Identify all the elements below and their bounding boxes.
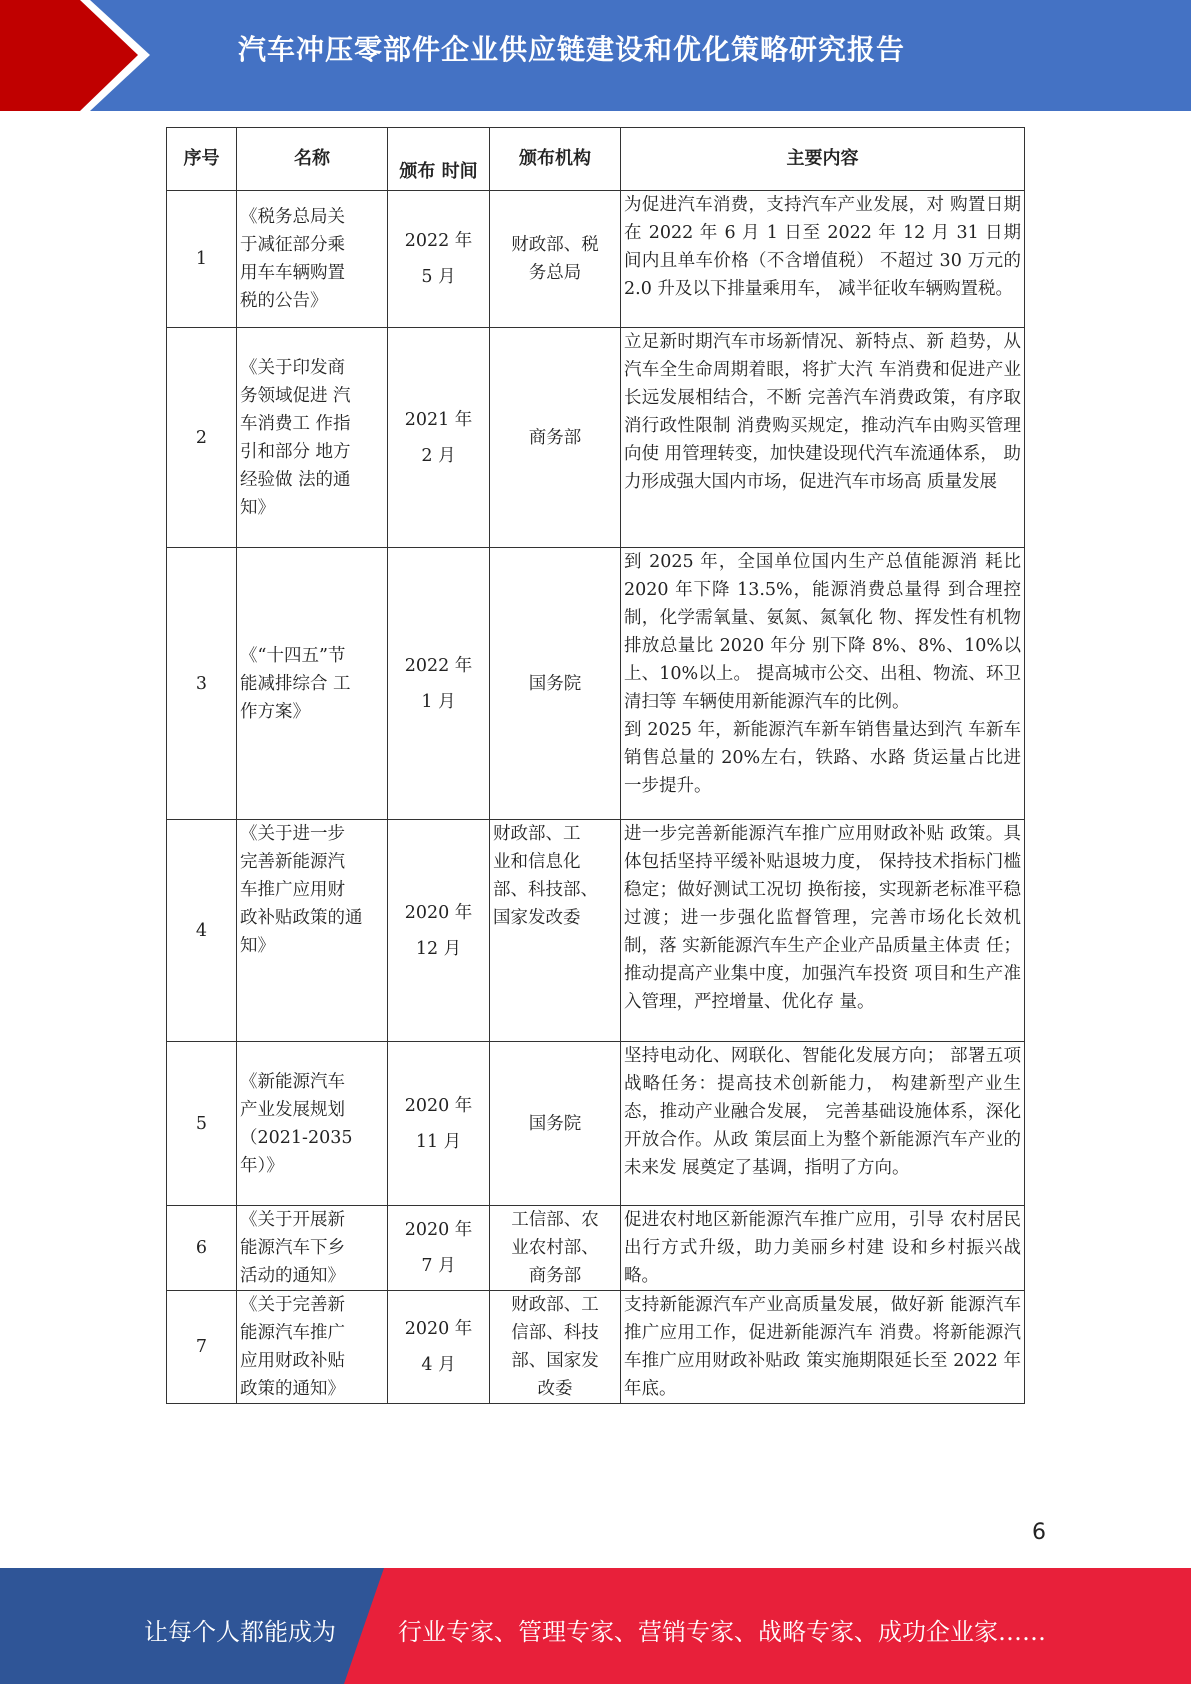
release-time: 2020 年 7 月 <box>404 1220 473 1276</box>
cell-time <box>388 820 490 1042</box>
policy-name: 《关于开展新 能源汽车下乡 活动的通知》 <box>240 1210 345 1286</box>
main-content: 为促进汽车消费，支持汽车产业发展，对 购置日期在 2022 年 6 月 1 日至 2022 年 12 月 31 日期间内且单车价格（不含增值税） 不超过 30 万元的 2.0 升及以下排量乘用车， 减半征收车辆购置税。 <box>624 195 1021 299</box>
release-time: 2020 年 11 月 <box>404 1095 473 1152</box>
release-time: 2020 年 12 月 <box>404 902 473 959</box>
main-content: 坚持电动化、网联化、智能化发展方向； 部署五项战略任务：提高技术创新能力， 构建新型产业生态，推动产业融合发展， 完善基础设施体系，深化开放合作。从政 策层面上为整个新能源汽车产业的未来发 展奠定了基调，指明了方向。 <box>624 1046 1021 1178</box>
release-org: 工信部、农 业农村部、 商务部 <box>511 1210 599 1286</box>
column-header-name: 名称 <box>237 128 388 191</box>
cell-time <box>388 548 490 820</box>
cell-name <box>237 1291 388 1404</box>
cell-org <box>490 1042 621 1206</box>
release-time: 2020 年 4 月 <box>404 1319 473 1375</box>
cell-name <box>237 1206 388 1291</box>
cell-time <box>388 328 490 548</box>
policy-name: 《关于完善新 能源汽车推广 应用财政补贴 政策的通知》 <box>240 1295 345 1399</box>
main-content: 支持新能源汽车产业高质量发展，做好新 能源汽车推广应用工作，促进新能源汽车 消费。将新能源汽车推广应用财政补贴政 策实施期限延长至 2022 年年底。 <box>624 1295 1021 1399</box>
release-time: 2021 年 2 月 <box>404 409 473 466</box>
policy-name: 《关于进一步 完善新能源汽 车推广应用财 政补贴政策的通 知》 <box>240 824 363 956</box>
release-time: 2022 年 1 月 <box>404 655 473 712</box>
cell-org <box>490 820 621 1042</box>
main-content: 到 2025 年，全国单位国内生产总值能源消 耗比 2020 年下降 13.5%，能源消费总量得 到合理控制，化学需氧量、氨氮、氮氧化 物、挥发性有机物排放总量比 2020 年分 别下降 8%、8%、10%以上、10%以上。 提高城市公交、出租、物流、环卫清扫等 车辆使用新能源汽车的比例。 到 2025 年，新能源汽车新车销售量达到汽 车新车销售总量的 20%左右，铁路、水路 货运量占比进一步提升。 <box>624 552 1021 796</box>
release-org: 财政部、税 务总局 <box>511 235 599 283</box>
table-row <box>167 191 1025 328</box>
table-row <box>167 820 1025 1042</box>
table-row <box>167 1206 1025 1291</box>
main-content: 进一步完善新能源汽车推广应用财政补贴 政策。具体包括坚持平缓补贴退坡力度， 保持技术指标门槛稳定；做好测试工况切 换衔接，实现新老标准平稳过渡；进一步强化监督管理，完善市场化长效机制，落 实新能源汽车生产企业产品质量主体责 任；推动提高产业集中度，加强汽车投资 项目和生产准入管理，严控增量、优化存 量。 <box>624 824 1021 1012</box>
table-header-row <box>167 128 1025 191</box>
policy-name: 《关于印发商 务领域促进 汽 车消费工 作指 引和部分 地方 经验做 法的通 知》 <box>240 357 351 518</box>
cell-org <box>490 191 621 328</box>
release-org: 国务院 <box>528 673 582 694</box>
footer-slogan-left: 让每个人都能成为 <box>144 1618 336 1646</box>
cell-no: 3 <box>167 548 237 820</box>
report-title: 汽车冲压零部件企业供应链建设和优化策略研究报告 <box>238 33 906 66</box>
table-row <box>167 1291 1025 1404</box>
cell-org <box>490 1206 621 1291</box>
table-row <box>167 1042 1025 1206</box>
cell-time <box>388 1042 490 1206</box>
cell-org <box>490 548 621 820</box>
cell-no: 4 <box>167 820 237 1042</box>
policy-name: 《新能源汽车 产业发展规划 （2021-2035 年）》 <box>240 1071 353 1176</box>
column-header-content: 主要内容 <box>621 128 1025 191</box>
cell-org <box>490 1291 621 1404</box>
column-header-no: 序号 <box>167 128 237 191</box>
footer-slogan-right: 行业专家、管理专家、营销专家、战略专家、成功企业家…… <box>398 1618 1046 1646</box>
cell-name <box>237 820 388 1042</box>
column-header-org: 颁布机构 <box>490 128 621 191</box>
release-time: 2022 年 5 月 <box>404 231 473 287</box>
policy-name: 《税务总局关 于减征部分乘 用车车辆购置 税的公告》 <box>240 207 345 311</box>
cell-name <box>237 1042 388 1206</box>
cell-no: 5 <box>167 1042 237 1206</box>
cell-org <box>490 328 621 548</box>
cell-content <box>621 328 1025 548</box>
page-number: 6 <box>1032 1520 1046 1545</box>
cell-no: 6 <box>167 1206 237 1291</box>
release-org: 财政部、工 信部、科技 部、国家发 改委 <box>511 1295 599 1399</box>
cell-content <box>621 820 1025 1042</box>
main-content: 立足新时期汽车市场新情况、新特点、新 趋势，从汽车全生命周期着眼，将扩大汽 车消费和促进产业长远发展相结合，不断 完善汽车消费政策，有序取消行政性限制 消费购买规定，推动汽车由购买管理向使 用管理转变，加快建设现代汽车流通体系， 助力形成强大国内市场，促进汽车市场高 质量发展 <box>624 332 1021 492</box>
cell-name <box>237 191 388 328</box>
column-header-time: 颁布 时间 <box>388 128 490 191</box>
cell-time <box>388 1206 490 1291</box>
cell-content <box>621 1206 1025 1291</box>
policy-table <box>166 127 1025 1404</box>
cell-content <box>621 1291 1025 1404</box>
release-org: 国务院 <box>528 1113 582 1134</box>
cell-time <box>388 1291 490 1404</box>
policy-name: 《“十四五”节 能减排综合 工 作方案》 <box>240 645 351 722</box>
cell-name <box>237 328 388 548</box>
release-org: 商务部 <box>528 427 582 448</box>
cell-time <box>388 191 490 328</box>
cell-content <box>621 548 1025 820</box>
cell-content <box>621 1042 1025 1206</box>
cell-no: 7 <box>167 1291 237 1404</box>
cell-content <box>621 191 1025 328</box>
cell-no: 2 <box>167 328 237 548</box>
release-org: 财政部、工 业和信息化 部、科技部、 国家发改委 <box>493 824 598 928</box>
table-row <box>167 328 1025 548</box>
cell-no: 1 <box>167 191 237 328</box>
cell-name <box>237 548 388 820</box>
table-row <box>167 548 1025 820</box>
main-content: 促进农村地区新能源汽车推广应用，引导 农村居民出行方式升级，助力美丽乡村建 设和乡村振兴战略。 <box>624 1210 1021 1286</box>
